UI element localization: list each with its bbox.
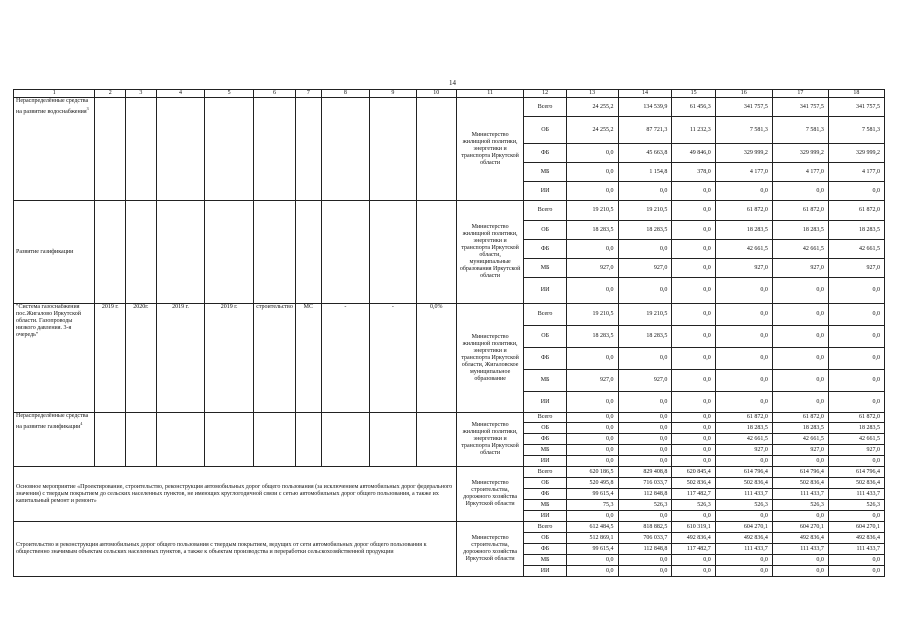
amount-cell: 818 882,5 — [618, 522, 672, 533]
amount-cell: 614 796,4 — [715, 467, 772, 478]
amount-cell: 18 283,5 — [566, 221, 618, 240]
activity-name: Нераспределённые средства на развитие водоснабжения — [16, 98, 89, 115]
column-number-cell: 4 — [156, 90, 205, 98]
column-number-cell: 3 — [126, 90, 157, 98]
attribute-cell — [156, 413, 205, 467]
amount-cell: 0,0 — [618, 445, 672, 456]
executor-cell: Министерство строительства, дорожного хозяйства Иркутской области — [456, 467, 524, 522]
amount-cell: 0,0 — [672, 456, 715, 467]
funding-source-cell: МБ — [524, 500, 566, 511]
funding-source-cell: ИИ — [524, 456, 566, 467]
amount-cell: 42 661,5 — [715, 240, 772, 259]
amount-cell: 502 836,4 — [715, 478, 772, 489]
amount-cell: 0,0 — [715, 555, 772, 566]
funding-source-cell: ОБ — [524, 326, 566, 348]
amount-cell: 604 270,1 — [772, 522, 828, 533]
column-number-cell: 18 — [828, 90, 884, 98]
amount-cell: 0,0 — [672, 259, 715, 278]
amount-cell: 45 663,8 — [618, 144, 672, 163]
amount-cell: 7 581,3 — [772, 117, 828, 144]
amount-cell: 19 210,5 — [566, 201, 618, 221]
funding-source-cell: Всего — [524, 304, 566, 326]
attribute-cell — [253, 98, 295, 201]
amount-cell: 492 836,4 — [772, 533, 828, 544]
amount-cell: 18 283,5 — [772, 423, 828, 434]
activity-name-cell — [14, 304, 95, 413]
amount-cell: 0,0 — [672, 566, 715, 577]
attribute-cell — [156, 98, 205, 201]
activity-name-cell — [14, 467, 457, 522]
amount-cell: 520 495,8 — [566, 478, 618, 489]
amount-cell: 0,0 — [828, 182, 884, 201]
funding-source-cell: ОБ — [524, 117, 566, 144]
column-number-cell: 5 — [205, 90, 254, 98]
amount-cell: 61 872,0 — [772, 413, 828, 423]
footnote-mark: 3 — [86, 106, 89, 111]
amount-cell: 0,0 — [618, 392, 672, 413]
amount-cell: 0,0 — [828, 304, 884, 326]
amount-cell: 0,0 — [772, 511, 828, 522]
amount-cell: 526,3 — [672, 500, 715, 511]
activity-name-cell — [14, 201, 95, 304]
amount-cell: 61 456,3 — [672, 98, 715, 117]
amount-cell: 829 408,8 — [618, 467, 672, 478]
attribute-cell — [205, 98, 254, 201]
amount-cell: 614 796,4 — [828, 467, 884, 478]
funding-source-cell: ФБ — [524, 240, 566, 259]
amount-cell: 612 484,5 — [566, 522, 618, 533]
amount-cell: 0,0 — [566, 163, 618, 182]
amount-cell: 18 283,5 — [828, 221, 884, 240]
attribute-cell — [95, 98, 126, 201]
funding-source-cell: ОБ — [524, 221, 566, 240]
funding-source-cell: ОБ — [524, 533, 566, 544]
amount-cell: 0,0 — [618, 413, 672, 423]
amount-cell: 7 581,3 — [828, 117, 884, 144]
amount-cell: 0,0 — [672, 511, 715, 522]
amount-cell: 0,0 — [566, 423, 618, 434]
amount-cell: 42 661,5 — [715, 434, 772, 445]
attribute-cell — [126, 201, 157, 304]
amount-cell: 614 796,4 — [772, 467, 828, 478]
amount-cell: 492 836,4 — [828, 533, 884, 544]
attribute-cell — [321, 413, 370, 467]
amount-cell: 0,0 — [772, 326, 828, 348]
amount-cell: 927,0 — [828, 445, 884, 456]
table-body — [14, 90, 885, 577]
amount-cell: 0,0 — [715, 566, 772, 577]
amount-cell: 0,0 — [672, 348, 715, 370]
amount-cell: 927,0 — [715, 445, 772, 456]
amount-cell: 19 210,5 — [618, 201, 672, 221]
amount-cell: 0,0 — [672, 201, 715, 221]
amount-cell: 111 433,7 — [715, 544, 772, 555]
amount-cell: 927,0 — [618, 259, 672, 278]
attribute-cell: 2019 г. — [205, 304, 254, 413]
amount-cell: 0,0 — [618, 182, 672, 201]
amount-cell: 42 661,5 — [828, 240, 884, 259]
attribute-cell — [370, 413, 417, 467]
amount-cell: 0,0 — [618, 511, 672, 522]
amount-cell: 49 846,0 — [672, 144, 715, 163]
amount-cell: 492 836,4 — [715, 533, 772, 544]
attribute-cell: 2019 г. — [156, 304, 205, 413]
amount-cell: 502 836,4 — [772, 478, 828, 489]
amount-cell: 0,0 — [566, 555, 618, 566]
funding-source-cell: МБ — [524, 555, 566, 566]
amount-cell: 0,0 — [618, 555, 672, 566]
amount-cell: 502 836,4 — [672, 478, 715, 489]
column-number-cell: 16 — [715, 90, 772, 98]
amount-cell: 0,0 — [618, 566, 672, 577]
column-number-cell: 8 — [321, 90, 370, 98]
amount-cell: 61 872,0 — [715, 201, 772, 221]
amount-cell: 0,0 — [715, 456, 772, 467]
amount-cell: 0,0 — [828, 511, 884, 522]
activity-name: Нераспределённые средства на развитие газификации — [16, 413, 89, 430]
funding-source-cell: ФБ — [524, 144, 566, 163]
amount-cell: 24 255,2 — [566, 98, 618, 117]
amount-cell: 18 283,5 — [772, 221, 828, 240]
amount-cell: 0,0 — [715, 392, 772, 413]
amount-cell: 134 539,9 — [618, 98, 672, 117]
amount-cell: 18 283,5 — [828, 423, 884, 434]
column-number-cell: 14 — [618, 90, 672, 98]
column-number-cell: 1 — [14, 90, 95, 98]
amount-cell: 0,0 — [618, 456, 672, 467]
attribute-cell — [296, 413, 321, 467]
amount-cell: 0,0 — [772, 370, 828, 392]
amount-cell: 0,0 — [772, 555, 828, 566]
attribute-cell: 2020г. — [126, 304, 157, 413]
amount-cell: 0,0 — [772, 182, 828, 201]
funding-source-cell: Всего — [524, 522, 566, 533]
activity-name: "Система газоснабжения пос.Жигалово Иркутской области. Газопроводы низкого давления. 3-я очередь" — [16, 304, 81, 338]
amount-cell: 111 433,7 — [715, 489, 772, 500]
amount-cell: 0,0 — [672, 182, 715, 201]
amount-cell: 0,0 — [672, 326, 715, 348]
column-number-cell: 11 — [456, 90, 524, 98]
amount-cell: 0,0 — [672, 413, 715, 423]
program-funding-table — [13, 89, 885, 577]
amount-cell: 0,0 — [828, 555, 884, 566]
attribute-cell — [253, 201, 295, 304]
amount-cell: 0,0 — [715, 511, 772, 522]
amount-cell: 18 283,5 — [715, 423, 772, 434]
amount-cell: 4 177,0 — [715, 163, 772, 182]
amount-cell: 526,3 — [715, 500, 772, 511]
funding-source-cell: МБ — [524, 163, 566, 182]
amount-cell: 11 232,3 — [672, 117, 715, 144]
amount-cell: 61 872,0 — [828, 201, 884, 221]
amount-cell: 0,0 — [566, 445, 618, 456]
activity-name-cell — [14, 413, 95, 467]
funding-source-cell: ФБ — [524, 348, 566, 370]
funding-source-cell: ФБ — [524, 434, 566, 445]
amount-cell: 99 615,4 — [566, 544, 618, 555]
table-row — [14, 522, 885, 533]
amount-cell: 512 869,1 — [566, 533, 618, 544]
attribute-cell — [126, 98, 157, 201]
amount-cell: 716 033,7 — [618, 478, 672, 489]
amount-cell: 42 661,5 — [828, 434, 884, 445]
amount-cell: 0,0 — [672, 304, 715, 326]
activity-name: Развитие газификации — [16, 248, 74, 255]
amount-cell: 604 270,1 — [828, 522, 884, 533]
amount-cell: 0,0 — [715, 182, 772, 201]
amount-cell: 0,0 — [672, 240, 715, 259]
amount-cell: 0,0 — [772, 278, 828, 304]
amount-cell: 927,0 — [828, 259, 884, 278]
amount-cell: 24 255,2 — [566, 117, 618, 144]
amount-cell: 0,0 — [715, 370, 772, 392]
amount-cell: 0,0 — [672, 278, 715, 304]
attribute-cell: строительство — [253, 304, 295, 413]
column-number-cell: 12 — [524, 90, 566, 98]
amount-cell: 18 283,5 — [618, 326, 672, 348]
amount-cell: 526,3 — [828, 500, 884, 511]
funding-source-cell: Всего — [524, 413, 566, 423]
funding-source-cell: ИИ — [524, 511, 566, 522]
amount-cell: 111 433,7 — [828, 544, 884, 555]
column-number-cell: 2 — [95, 90, 126, 98]
attribute-cell — [296, 98, 321, 201]
footnote-mark: 4 — [80, 421, 83, 426]
amount-cell: 42 661,5 — [772, 434, 828, 445]
funding-source-cell: ИИ — [524, 566, 566, 577]
amount-cell: 4 177,0 — [772, 163, 828, 182]
amount-cell: 341 757,5 — [772, 98, 828, 117]
column-number-row — [14, 90, 885, 98]
attribute-cell — [321, 201, 370, 304]
amount-cell: 0,0 — [828, 456, 884, 467]
column-number-cell: 7 — [296, 90, 321, 98]
amount-cell: 341 757,5 — [828, 98, 884, 117]
amount-cell: 0,0 — [772, 392, 828, 413]
column-number-cell: 10 — [416, 90, 456, 98]
amount-cell: 0,0 — [672, 423, 715, 434]
attribute-cell — [416, 413, 456, 467]
amount-cell: 0,0 — [828, 348, 884, 370]
attribute-cell — [156, 201, 205, 304]
executor-cell: Министерство жилищной политики, энергетики и транспорта Иркутской области, муниципальные образования Иркутской области — [456, 201, 524, 304]
amount-cell: 706 033,7 — [618, 533, 672, 544]
column-number-cell: 17 — [772, 90, 828, 98]
page-number: 14 — [449, 79, 456, 87]
amount-cell: 341 757,5 — [715, 98, 772, 117]
amount-cell: 0,0 — [772, 566, 828, 577]
amount-cell: 0,0 — [715, 326, 772, 348]
amount-cell: 0,0 — [828, 392, 884, 413]
amount-cell: 0,0 — [828, 326, 884, 348]
amount-cell: 927,0 — [715, 259, 772, 278]
column-number-cell: 13 — [566, 90, 618, 98]
amount-cell: 0,0 — [566, 413, 618, 423]
amount-cell: 0,0 — [618, 348, 672, 370]
program-table-container — [13, 89, 885, 577]
amount-cell: 0,0 — [715, 304, 772, 326]
amount-cell: 0,0 — [566, 278, 618, 304]
attribute-cell: 0,0% — [416, 304, 456, 413]
activity-name-cell — [14, 522, 457, 577]
attribute-cell — [370, 201, 417, 304]
amount-cell: 99 615,4 — [566, 489, 618, 500]
funding-source-cell: Всего — [524, 201, 566, 221]
amount-cell: 18 283,5 — [566, 326, 618, 348]
amount-cell: 329 999,2 — [772, 144, 828, 163]
attribute-cell: - — [370, 304, 417, 413]
amount-cell: 112 848,8 — [618, 489, 672, 500]
attribute-cell: - — [321, 304, 370, 413]
amount-cell: 18 283,5 — [618, 221, 672, 240]
attribute-cell — [126, 413, 157, 467]
amount-cell: 526,3 — [772, 500, 828, 511]
funding-source-cell: ИИ — [524, 182, 566, 201]
amount-cell: 0,0 — [618, 278, 672, 304]
funding-source-cell: ИИ — [524, 278, 566, 304]
attribute-cell — [321, 98, 370, 201]
amount-cell: 0,0 — [566, 348, 618, 370]
amount-cell: 927,0 — [618, 370, 672, 392]
column-number-cell: 9 — [370, 90, 417, 98]
amount-cell: 620 186,5 — [566, 467, 618, 478]
funding-source-cell: МБ — [524, 259, 566, 278]
activity-name: Строительство и реконструкция автомобильных дорог общего пользования с твердым покрытием, ведущих от сети автомобильных дорог общего пользования к общественно значимым объектам сельских населенных пунктов, а также к объектам производства и переработки сельскохозяйственной продукции — [16, 542, 427, 555]
executor-cell: Министерство жилищной политики, энергетики и транспорта Иркутской области — [456, 413, 524, 467]
amount-cell: 0,0 — [672, 370, 715, 392]
amount-cell: 18 283,5 — [715, 221, 772, 240]
amount-cell: 526,3 — [618, 500, 672, 511]
table-row — [14, 413, 885, 423]
funding-source-cell: МБ — [524, 445, 566, 456]
amount-cell: 0,0 — [618, 423, 672, 434]
amount-cell: 927,0 — [566, 370, 618, 392]
funding-source-cell: Всего — [524, 467, 566, 478]
amount-cell: 502 836,4 — [828, 478, 884, 489]
amount-cell: 329 999,2 — [715, 144, 772, 163]
amount-cell: 610 319,1 — [672, 522, 715, 533]
amount-cell: 0,0 — [566, 566, 618, 577]
amount-cell: 0,0 — [618, 240, 672, 259]
amount-cell: 61 872,0 — [828, 413, 884, 423]
column-number-cell: 15 — [672, 90, 715, 98]
table-row — [14, 467, 885, 478]
activity-name-cell — [14, 98, 95, 201]
amount-cell: 0,0 — [566, 434, 618, 445]
executor-cell: Министерство строительства, дорожного хозяйства Иркутской области — [456, 522, 524, 577]
attribute-cell — [95, 413, 126, 467]
funding-source-cell: ИИ — [524, 392, 566, 413]
amount-cell: 0,0 — [715, 348, 772, 370]
attribute-cell: МС — [296, 304, 321, 413]
amount-cell: 117 482,7 — [672, 489, 715, 500]
amount-cell: 0,0 — [566, 144, 618, 163]
executor-cell: Министерство жилищной политики, энергетики и транспорта Иркутской области, Жигаловское муниципальное образование — [456, 304, 524, 413]
table-row — [14, 98, 885, 117]
attribute-cell: 2019 г. — [95, 304, 126, 413]
attribute-cell — [205, 201, 254, 304]
activity-name: Основное мероприятие «Проектирование, строительство, реконструкция автомобильных дорог общего пользования (за исключением автомобильных дорог федерального значения) с твердым покрытием до сельских населенных пунктов, не имеющих круглогодичной связи с сетью автомобильных дорог общего пользования, а также их капитальный ремонт и ремонт» — [16, 483, 453, 504]
amount-cell: 0,0 — [672, 555, 715, 566]
amount-cell: 0,0 — [566, 511, 618, 522]
attribute-cell — [416, 98, 456, 201]
funding-source-cell: ФБ — [524, 544, 566, 555]
amount-cell: 0,0 — [566, 182, 618, 201]
attribute-cell — [95, 201, 126, 304]
amount-cell: 492 836,4 — [672, 533, 715, 544]
amount-cell: 0,0 — [772, 348, 828, 370]
amount-cell: 0,0 — [828, 278, 884, 304]
amount-cell: 378,0 — [672, 163, 715, 182]
amount-cell: 7 581,3 — [715, 117, 772, 144]
amount-cell: 0,0 — [828, 566, 884, 577]
amount-cell: 112 848,8 — [618, 544, 672, 555]
amount-cell: 0,0 — [566, 392, 618, 413]
amount-cell: 0,0 — [715, 278, 772, 304]
funding-source-cell: МБ — [524, 370, 566, 392]
amount-cell: 61 872,0 — [715, 413, 772, 423]
funding-source-cell: ОБ — [524, 478, 566, 489]
funding-source-cell: ФБ — [524, 489, 566, 500]
amount-cell: 604 270,1 — [715, 522, 772, 533]
attribute-cell — [205, 413, 254, 467]
amount-cell: 0,0 — [672, 434, 715, 445]
amount-cell: 927,0 — [772, 445, 828, 456]
funding-source-cell: ОБ — [524, 423, 566, 434]
amount-cell: 0,0 — [772, 304, 828, 326]
amount-cell: 0,0 — [672, 221, 715, 240]
amount-cell: 0,0 — [618, 434, 672, 445]
amount-cell: 927,0 — [772, 259, 828, 278]
amount-cell: 0,0 — [772, 456, 828, 467]
executor-cell: Министерство жилищной политики, энергетики и транспорта Иркутской области — [456, 98, 524, 201]
amount-cell: 0,0 — [828, 370, 884, 392]
amount-cell: 4 177,0 — [828, 163, 884, 182]
amount-cell: 111 433,7 — [772, 489, 828, 500]
amount-cell: 0,0 — [566, 240, 618, 259]
attribute-cell — [253, 413, 295, 467]
amount-cell: 1 154,8 — [618, 163, 672, 182]
funding-source-cell: Всего — [524, 98, 566, 117]
attribute-cell — [370, 98, 417, 201]
amount-cell: 117 482,7 — [672, 544, 715, 555]
amount-cell: 0,0 — [672, 392, 715, 413]
amount-cell: 19 210,5 — [618, 304, 672, 326]
column-number-cell: 6 — [253, 90, 295, 98]
amount-cell: 61 872,0 — [772, 201, 828, 221]
table-row — [14, 201, 885, 221]
amount-cell: 19 210,5 — [566, 304, 618, 326]
amount-cell: 0,0 — [672, 445, 715, 456]
amount-cell: 111 433,7 — [828, 489, 884, 500]
amount-cell: 329 999,2 — [828, 144, 884, 163]
amount-cell: 75,3 — [566, 500, 618, 511]
amount-cell: 87 721,3 — [618, 117, 672, 144]
amount-cell: 620 845,4 — [672, 467, 715, 478]
amount-cell: 111 433,7 — [772, 544, 828, 555]
amount-cell: 0,0 — [566, 456, 618, 467]
amount-cell: 927,0 — [566, 259, 618, 278]
attribute-cell — [416, 201, 456, 304]
table-row — [14, 304, 885, 326]
amount-cell: 42 661,5 — [772, 240, 828, 259]
attribute-cell — [296, 201, 321, 304]
